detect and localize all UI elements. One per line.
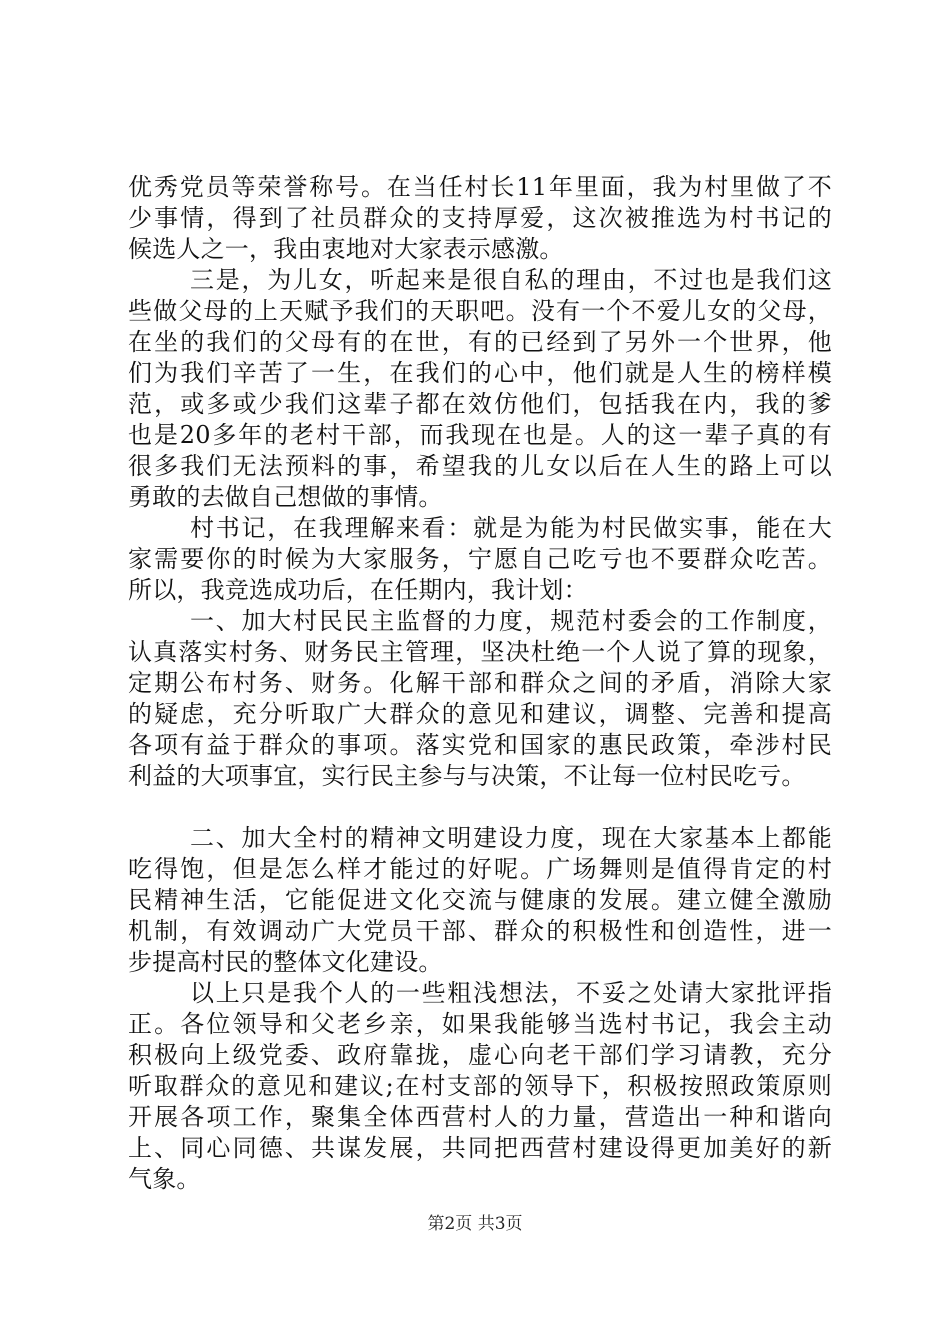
text-line: 开展各项工作，聚集全体西营村人的力量，营造出一种和谐向 (128, 1103, 832, 1131)
paragraph (128, 513, 832, 606)
text-line: 上、同心同德、共谋发展，共同把西营村建设得更加美好的新 (128, 1134, 832, 1162)
text-line: 机制，有效调动广大党员干部、群众的积极性和创造性，进一 (128, 917, 832, 945)
text-line: 民精神生活，它能促进文化交流与健康的发展。建立健全激励 (128, 886, 832, 914)
text-line: 步提高村民的整体文化建设。 (128, 948, 443, 976)
text-line: 利益的大项事宜，实行民主参与与决策，不让每一位村民吃亏。 (128, 762, 806, 790)
paragraph (128, 172, 832, 265)
paragraph (128, 978, 832, 1195)
paragraph-spacer (128, 792, 832, 823)
text-line: 一、加大村民民主监督的力度，规范村委会的工作制度， (190, 607, 832, 635)
text-line: 定期公布村务、财务。化解干部和群众之间的矛盾，消除大家 (128, 669, 832, 697)
paragraph (128, 823, 832, 978)
text-line: 很多我们无法预料的事，希望我的儿女以后在人生的路上可以 (128, 452, 832, 480)
text-line: 少事情，得到了社员群众的支持厚爱，这次被推选为村书记的 (128, 204, 832, 232)
text-line: 吃得饱，但是怎么样才能过的好呢。广场舞则是值得肯定的村 (128, 855, 832, 883)
text-line: 们为我们辛苦了一生，在我们的心中，他们就是人生的榜样模 (128, 359, 832, 387)
text-line: 优秀党员等荣誉称号。在当任村长11年里面，我为村里做了不 (128, 173, 832, 201)
text-line: 候选人之一，我由衷地对大家表示感激。 (128, 235, 564, 263)
text-line: 以上只是我个人的一些粗浅想法，不妥之处请大家批评指 (190, 979, 832, 1007)
text-line: 气象。 (128, 1165, 201, 1193)
text-line: 认真落实村务、财务民主管理，坚决杜绝一个人说了算的现象， (128, 638, 832, 666)
text-line: 家需要你的时候为大家服务，宁愿自己吃亏也不要群众吃苦。 (128, 545, 832, 573)
text-line: 所以，我竞选成功后，在任期内，我计划： (128, 576, 588, 604)
text-line: 村书记，在我理解来看：就是为能为村民做实事，能在大 (190, 514, 832, 542)
text-line: 各项有益于群众的事项。落实党和国家的惠民政策，牵涉村民 (128, 731, 832, 759)
text-line: 积极向上级党委、政府靠拢，虚心向老干部们学习请教，充分 (128, 1041, 832, 1069)
text-line: 在坐的我们的父母有的在世，有的已经到了另外一个世界，他 (128, 328, 832, 356)
text-line: 也是20多年的老村干部，而我现在也是。人的这一辈子真的有 (128, 421, 832, 449)
page-footer: 第2页 共3页 (427, 1214, 523, 1234)
text-line: 听取群众的意见和建议;在村支部的领导下，积极按照政策原则 (128, 1072, 832, 1100)
paragraph (128, 265, 832, 513)
text-line: 二、加大全村的精神文明建设力度，现在大家基本上都能 (190, 824, 832, 852)
text-line: 的疑虑，充分听取广大群众的意见和建议，调整、完善和提高 (128, 700, 832, 728)
paragraph (128, 606, 832, 792)
text-line: 正。各位领导和父老乡亲，如果我能够当选村书记，我会主动 (128, 1010, 832, 1038)
text-line: 些做父母的上天赋予我们的天职吧。没有一个不爱儿女的父母， (128, 297, 832, 325)
text-line: 范，或多或少我们这辈子都在效仿他们，包括我在内，我的爹 (128, 390, 832, 418)
text-line: 三是，为儿女，听起来是很自私的理由，不过也是我们这 (190, 266, 832, 294)
body-text (128, 172, 832, 1195)
text-line: 勇敢的去做自己想做的事情。 (128, 483, 443, 511)
